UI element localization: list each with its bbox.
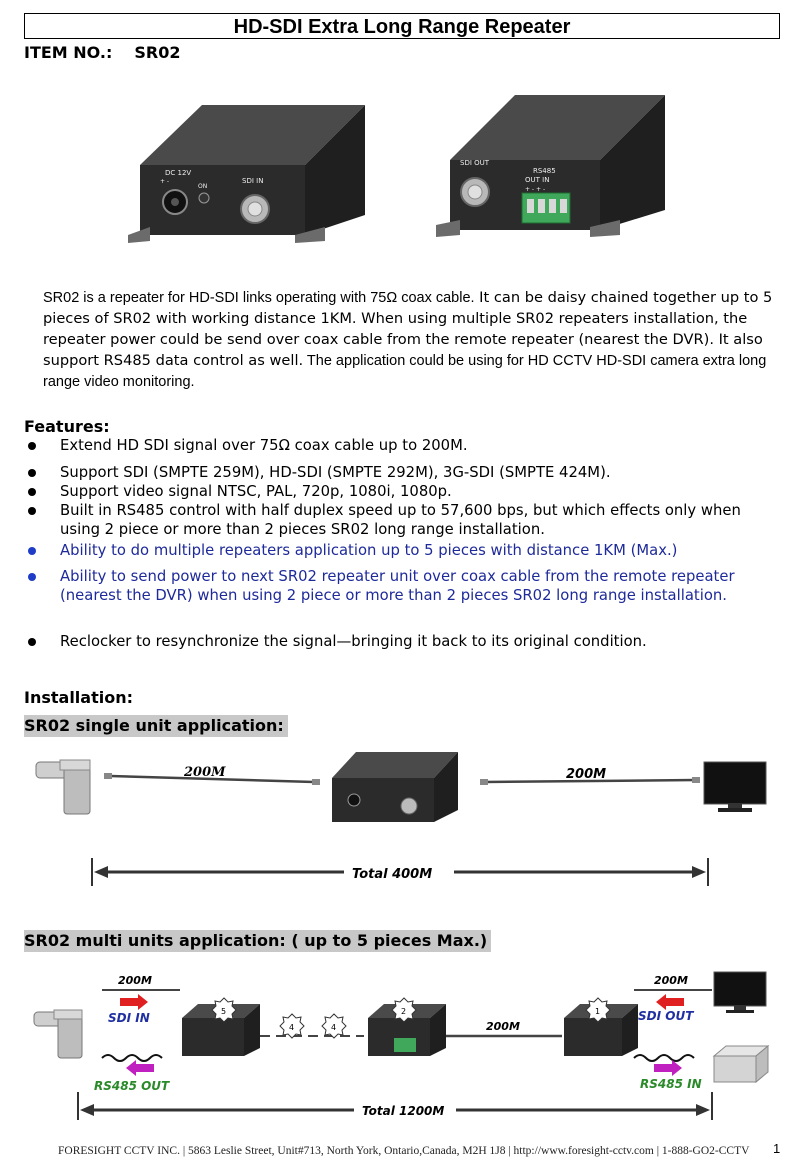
feature-item: Support SDI (SMPTE 259M), HD-SDI (SMPTE 292M), 3G-SDI (SMPTE 424M). <box>24 463 784 482</box>
page-number: 1 <box>773 1141 781 1156</box>
svg-text:1: 1 <box>595 1007 601 1016</box>
bullet-icon <box>28 442 36 450</box>
multi-unit-diagram <box>24 960 784 1125</box>
cable-right-label: 200M <box>654 974 688 987</box>
intro-paragraph <box>43 287 773 392</box>
feature-item: Ability to send power to next SR02 repeater unit over coax cable from the remote repeater (nearest the DVR) when using 2 piece or more than 2 pieces SR02 long range installation. <box>24 567 784 605</box>
total-label: Total 400M <box>352 867 433 882</box>
total-label: Total 1200M <box>362 1104 445 1118</box>
bullet-icon <box>28 547 36 555</box>
page-title: HD-SDI Extra Long Range Repeater <box>24 13 780 39</box>
single-unit-heading: SR02 single unit application: <box>24 715 288 737</box>
rs485-cable-left <box>102 1055 162 1061</box>
repeater-unit-1 <box>564 998 638 1056</box>
out-in-label: OUT IN <box>525 176 550 184</box>
sdi-out-label: SDI OUT <box>638 1009 694 1023</box>
svg-text:4: 4 <box>289 1023 295 1032</box>
bullet-icon <box>28 488 36 496</box>
svg-text:5: 5 <box>221 1007 227 1016</box>
repeater-unit-2 <box>368 998 446 1056</box>
intro-part-3: The application could be using for HD CCTV HD-SDI camera extra long range video monitoring. <box>43 353 767 390</box>
dc-label: DC 12V <box>165 169 192 177</box>
feature-item: Extend HD SDI signal over 75Ω coax cable up to 200M. <box>24 436 784 455</box>
product-photos <box>120 95 680 265</box>
rs485-cable-right <box>634 1055 694 1061</box>
monitor-icon <box>704 762 766 812</box>
rs485-arrow-icon <box>654 1060 682 1076</box>
cable-left-label: 200M <box>184 765 226 780</box>
dvr-icon <box>714 1046 768 1082</box>
terminals-label: + - + - <box>525 186 546 193</box>
feature-item: Ability to do multiple repeaters application up to 5 pieces with distance 1KM (Max.) <box>24 541 784 560</box>
product-back-photo <box>436 95 665 237</box>
sdi-in-label: SDI IN <box>108 1011 150 1025</box>
bullet-icon <box>28 573 36 581</box>
multi-unit-heading: SR02 multi units application: ( up to 5 pieces Max.) <box>24 930 491 952</box>
svg-text:2: 2 <box>401 1007 407 1016</box>
rs485-arrow-icon <box>126 1060 154 1076</box>
installation-heading: Installation: <box>24 688 133 707</box>
features-heading: Features: <box>24 417 110 436</box>
rs485-in-label: RS485 IN <box>640 1077 702 1091</box>
rs485-out-label: RS485 OUT <box>94 1079 170 1093</box>
footer: FORESIGHT CCTV INC. | 5863 Leslie Street, Unit#713, North York, Ontario,Canada, M2H 1J8 | http://www.foresight-cctv.com | 1-888-GO2-CCTV <box>58 1145 750 1157</box>
sdi-arrow-icon <box>120 994 148 1010</box>
item-number-value: SR02 <box>134 43 181 62</box>
svg-text:4: 4 <box>331 1023 337 1032</box>
sdi-out-label: SDI OUT <box>460 159 490 167</box>
intro-part-2: It can be daisy chained together up to 5 pieces of SR02 with working distance 1KM. When using multiple SR02 repeaters installation, the repeater power could be send over coax cable from the remote repeater (nearest the DVR). It also support RS485 data control as well. <box>43 289 773 369</box>
sdi-arrow-icon <box>656 994 684 1010</box>
sdi-in-label: SDI IN <box>242 177 264 185</box>
monitor-icon <box>714 972 766 1013</box>
cable-left-label: 200M <box>118 974 152 987</box>
polarity-label: + - <box>160 178 170 185</box>
product-front-photo <box>128 105 365 243</box>
rs485-label: RS485 <box>533 167 556 175</box>
bullet-icon <box>28 507 36 515</box>
cable-mid-label: 200M <box>486 1020 520 1033</box>
feature-item: Reclocker to resynchronize the signal—bringing it back to its original condition. <box>24 632 784 651</box>
bullet-icon <box>28 638 36 646</box>
intro-part-1: SR02 is a repeater for HD-SDI links operating with 75Ω coax cable. <box>43 290 475 306</box>
cable-right-label: 200M <box>566 767 607 782</box>
bullet-icon <box>28 469 36 477</box>
on-label: ON <box>198 183 208 190</box>
camera-icon <box>34 1010 82 1058</box>
feature-item: Built in RS485 control with half duplex speed up to 57,600 bps, but which effects only when using 2 piece or more than 2 pieces SR02 long range installation. <box>24 501 784 539</box>
item-number <box>24 43 181 62</box>
repeater-unit-5 <box>182 998 260 1056</box>
feature-item: Support video signal NTSC, PAL, 720p, 1080i, 1080p. <box>24 482 784 501</box>
repeater-icon <box>332 752 458 822</box>
camera-icon <box>36 760 90 814</box>
single-unit-diagram <box>24 740 784 900</box>
item-number-label: ITEM NO.: <box>24 43 113 62</box>
